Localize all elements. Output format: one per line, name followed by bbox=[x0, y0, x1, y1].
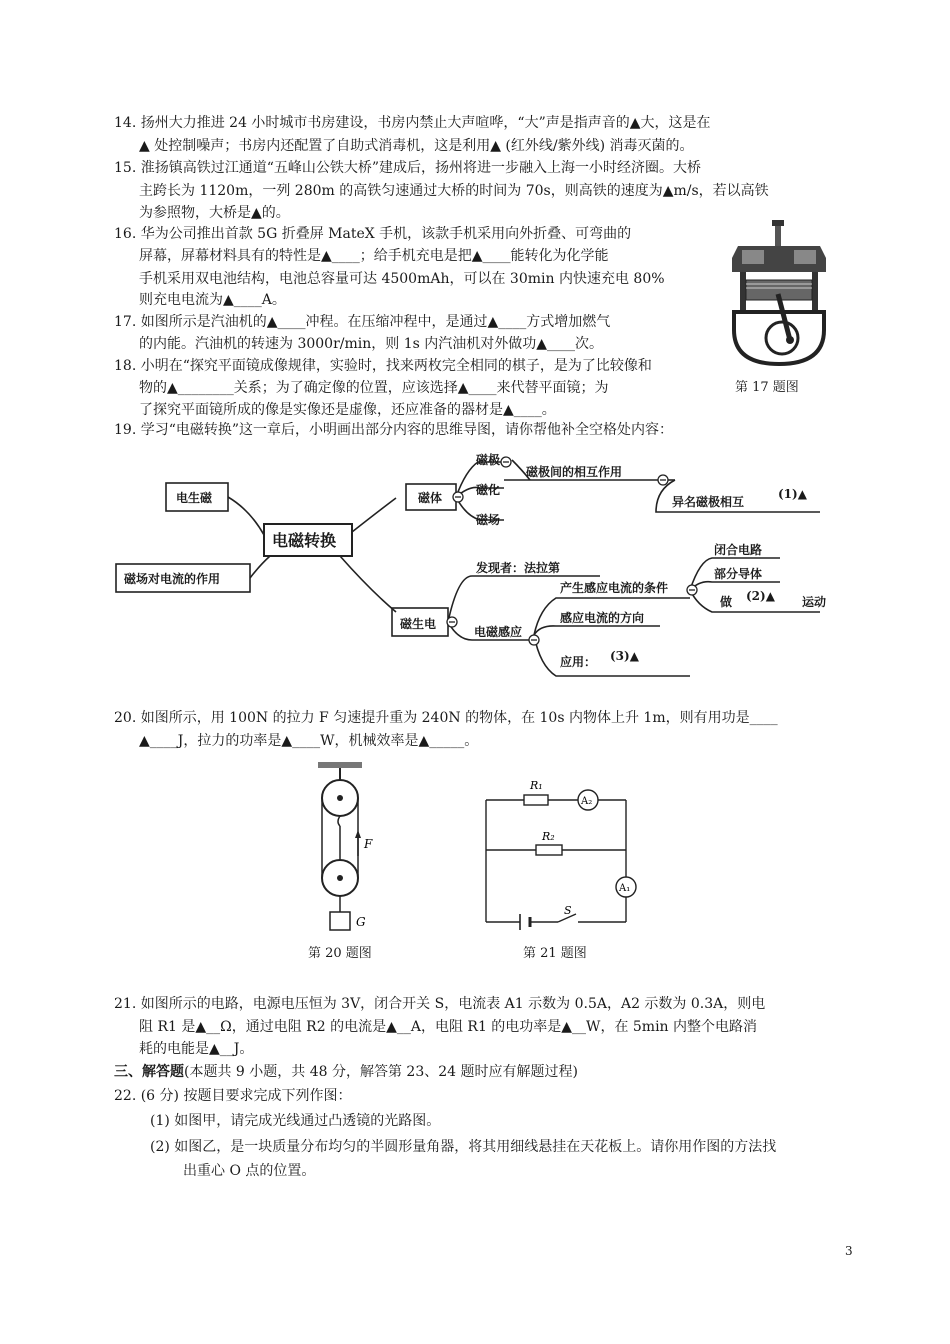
mm-blank1: (1)▲ bbox=[778, 487, 807, 501]
mm-magnet: 磁体 bbox=[418, 491, 443, 505]
q16-line4: 则充电电流为▲____A。 bbox=[139, 292, 286, 308]
label-r1: R₁ bbox=[530, 779, 543, 792]
mm-discoverer: 发现者：法拉第 bbox=[476, 561, 561, 575]
resistor-r2 bbox=[536, 845, 562, 855]
q21-line1: 21. 如图所示的电路，电源电压恒为 3V，闭合开关 S，电流表 A1 示数为 0.5A，A2 示数为 0.3A，则电 bbox=[114, 996, 766, 1012]
q21-line3: 耗的电能是▲__J。 bbox=[139, 1041, 254, 1057]
mm-electric-to-magnetic: 电生磁 bbox=[176, 491, 213, 505]
mm-do: 做 bbox=[720, 595, 733, 609]
q20-line2: ▲____J，拉力的功率是▲____W，机械效率是▲_____。 bbox=[139, 733, 479, 749]
q14-line1: 14. 扬州大力推进 24 小时城市书房建设，书房内禁止大声喧哗，“大”声是指声音的▲大，这是在 bbox=[114, 115, 711, 131]
mm-part-conductor: 部分导体 bbox=[714, 567, 763, 581]
page-number: 3 bbox=[845, 1244, 853, 1258]
section3-title: 三、解答题 bbox=[114, 1064, 184, 1080]
pulley-figure bbox=[300, 760, 390, 940]
label-a2: A₂ bbox=[581, 796, 593, 807]
fig21-caption: 第 21 题图 bbox=[523, 946, 587, 961]
q20-line1: 20. 如图所示，用 100N 的拉力 F 匀速提升重为 240N 的物体，在 10s 内物体上升 1m，则有用功是____ bbox=[114, 710, 778, 726]
intake-valve bbox=[742, 250, 764, 264]
mm-center: 电磁转换 bbox=[272, 531, 337, 550]
ceiling bbox=[318, 762, 362, 768]
fig20-caption: 第 20 题图 bbox=[308, 946, 372, 961]
spark-plug-top bbox=[772, 220, 784, 226]
mm-magnetic-to-electric: 磁生电 bbox=[400, 617, 437, 631]
section3-heading bbox=[114, 1062, 578, 1082]
label-r2: R₂ bbox=[542, 830, 555, 843]
q22-part2a: (2) 如图乙，是一块质量分布均匀的半圆形量角器，将其用细线悬挂在天花板上。请你用作图的方法找 bbox=[150, 1139, 777, 1155]
q17-line1: 17. 如图所示是汽油机的▲____冲程。在压缩冲程中，是通过▲____方式增加燃气 bbox=[114, 314, 611, 330]
mm-force-on-current: 磁场对电流的作用 bbox=[124, 572, 221, 586]
mm-closed-circuit: 闭合电路 bbox=[714, 543, 763, 557]
label-g: G bbox=[356, 915, 366, 929]
label-f: F bbox=[364, 837, 373, 851]
q18-line1: 18. 小明在“探究平面镜成像规律，实验时，找来两枚完全相同的棋子，是为了比较像和 bbox=[114, 358, 652, 374]
mm-blank3: (3)▲ bbox=[610, 649, 639, 663]
fig17-caption: 第 17 题图 bbox=[735, 380, 799, 395]
mm-blank2: (2)▲ bbox=[746, 589, 775, 603]
mind-map bbox=[100, 440, 840, 690]
q15-line1: 15. 淮扬镇高铁过江通道“五峰山公铁大桥”建成后，扬州将进一步融入上海一小时经济圈。大桥 bbox=[114, 160, 702, 176]
mm-magnetize: 磁化 bbox=[476, 483, 501, 497]
mm-pole: 磁极 bbox=[476, 453, 501, 467]
label-a1: A₁ bbox=[619, 883, 631, 894]
circuit-figure bbox=[480, 774, 640, 934]
section3-note: (本题共 9 小题，共 48 分，解答第 23、24 题时应有解题过程) bbox=[184, 1064, 578, 1080]
q16-line3: 手机采用双电池结构，电池总容量可达 4500mAh，可以在 30min 内快速充电 80% bbox=[139, 271, 665, 287]
cylinder-wall-left bbox=[740, 272, 746, 312]
q22-part2b: 出重心 O 点的位置。 bbox=[183, 1163, 316, 1179]
q18-line3: 了探究平面镜所成的像是实像还是虚像，还应准备的器材是▲____。 bbox=[139, 402, 556, 418]
q22-line1: 22. (6 分) 按题目要求完成下列作图： bbox=[114, 1088, 352, 1104]
mm-pole-interaction: 磁极间的相互作用 bbox=[526, 465, 623, 479]
q16-line1: 16. 华为公司推出首款 5G 折叠屏 MateX 手机，该款手机采用向外折叠、可弯曲的 bbox=[114, 226, 632, 242]
label-s: S bbox=[564, 904, 572, 917]
weight-box bbox=[330, 912, 350, 930]
q14-line2: ▲ 处控制噪声；书房内还配置了自助式消毒机，这是利用▲ (红外线/紫外线) 消毒灭菌的。 bbox=[139, 138, 694, 154]
q22-part1: (1) 如图甲，请完成光线通过凸透镜的光路图。 bbox=[150, 1113, 441, 1129]
q16-line2: 屏幕，屏幕材料具有的特性是▲____；给手机充电是把▲____能转化为化学能 bbox=[139, 248, 609, 264]
cylinder-wall-right bbox=[812, 272, 818, 312]
mm-application: 应用： bbox=[560, 655, 597, 669]
q19-line1: 19. 学习“电磁转换”这一章后，小明画出部分内容的思维导图，请你帮他补全空格处内容： bbox=[114, 422, 674, 438]
q21-line2: 阻 R1 是▲__Ω，通过电阻 R2 的电流是▲__A，电阻 R1 的电功率是▲__W，在 5min 内整个电路消 bbox=[139, 1019, 758, 1035]
force-arrow bbox=[355, 830, 361, 838]
spark-plug bbox=[775, 226, 781, 246]
mm-condition: 产生感应电流的条件 bbox=[560, 581, 669, 595]
mm-motion: 运动 bbox=[802, 595, 827, 609]
engine-figure bbox=[728, 218, 830, 368]
mm-unlike-poles: 异名磁极相互 bbox=[672, 495, 745, 509]
q15-line3: 为参照物，大桥是▲的。 bbox=[139, 205, 290, 221]
resistor-r1 bbox=[524, 795, 548, 805]
exhaust-valve bbox=[794, 250, 816, 264]
mm-field: 磁场 bbox=[476, 513, 501, 527]
q17-line2: 的内能。汽油机的转速为 3000r/min，则 1s 内汽油机对外做功▲____次。 bbox=[139, 336, 604, 352]
mm-direction: 感应电流的方向 bbox=[560, 611, 645, 625]
mm-induction: 电磁感应 bbox=[474, 625, 523, 639]
q15-line2: 主跨长为 1120m，一列 280m 的高铁匀速通过大桥的时间为 70s，则高铁的速度为▲m/s，若以高铁 bbox=[139, 183, 769, 199]
q18-line2: 物的▲________关系；为了确定像的位置，应该选择▲____来代替平面镜；为 bbox=[139, 380, 609, 396]
